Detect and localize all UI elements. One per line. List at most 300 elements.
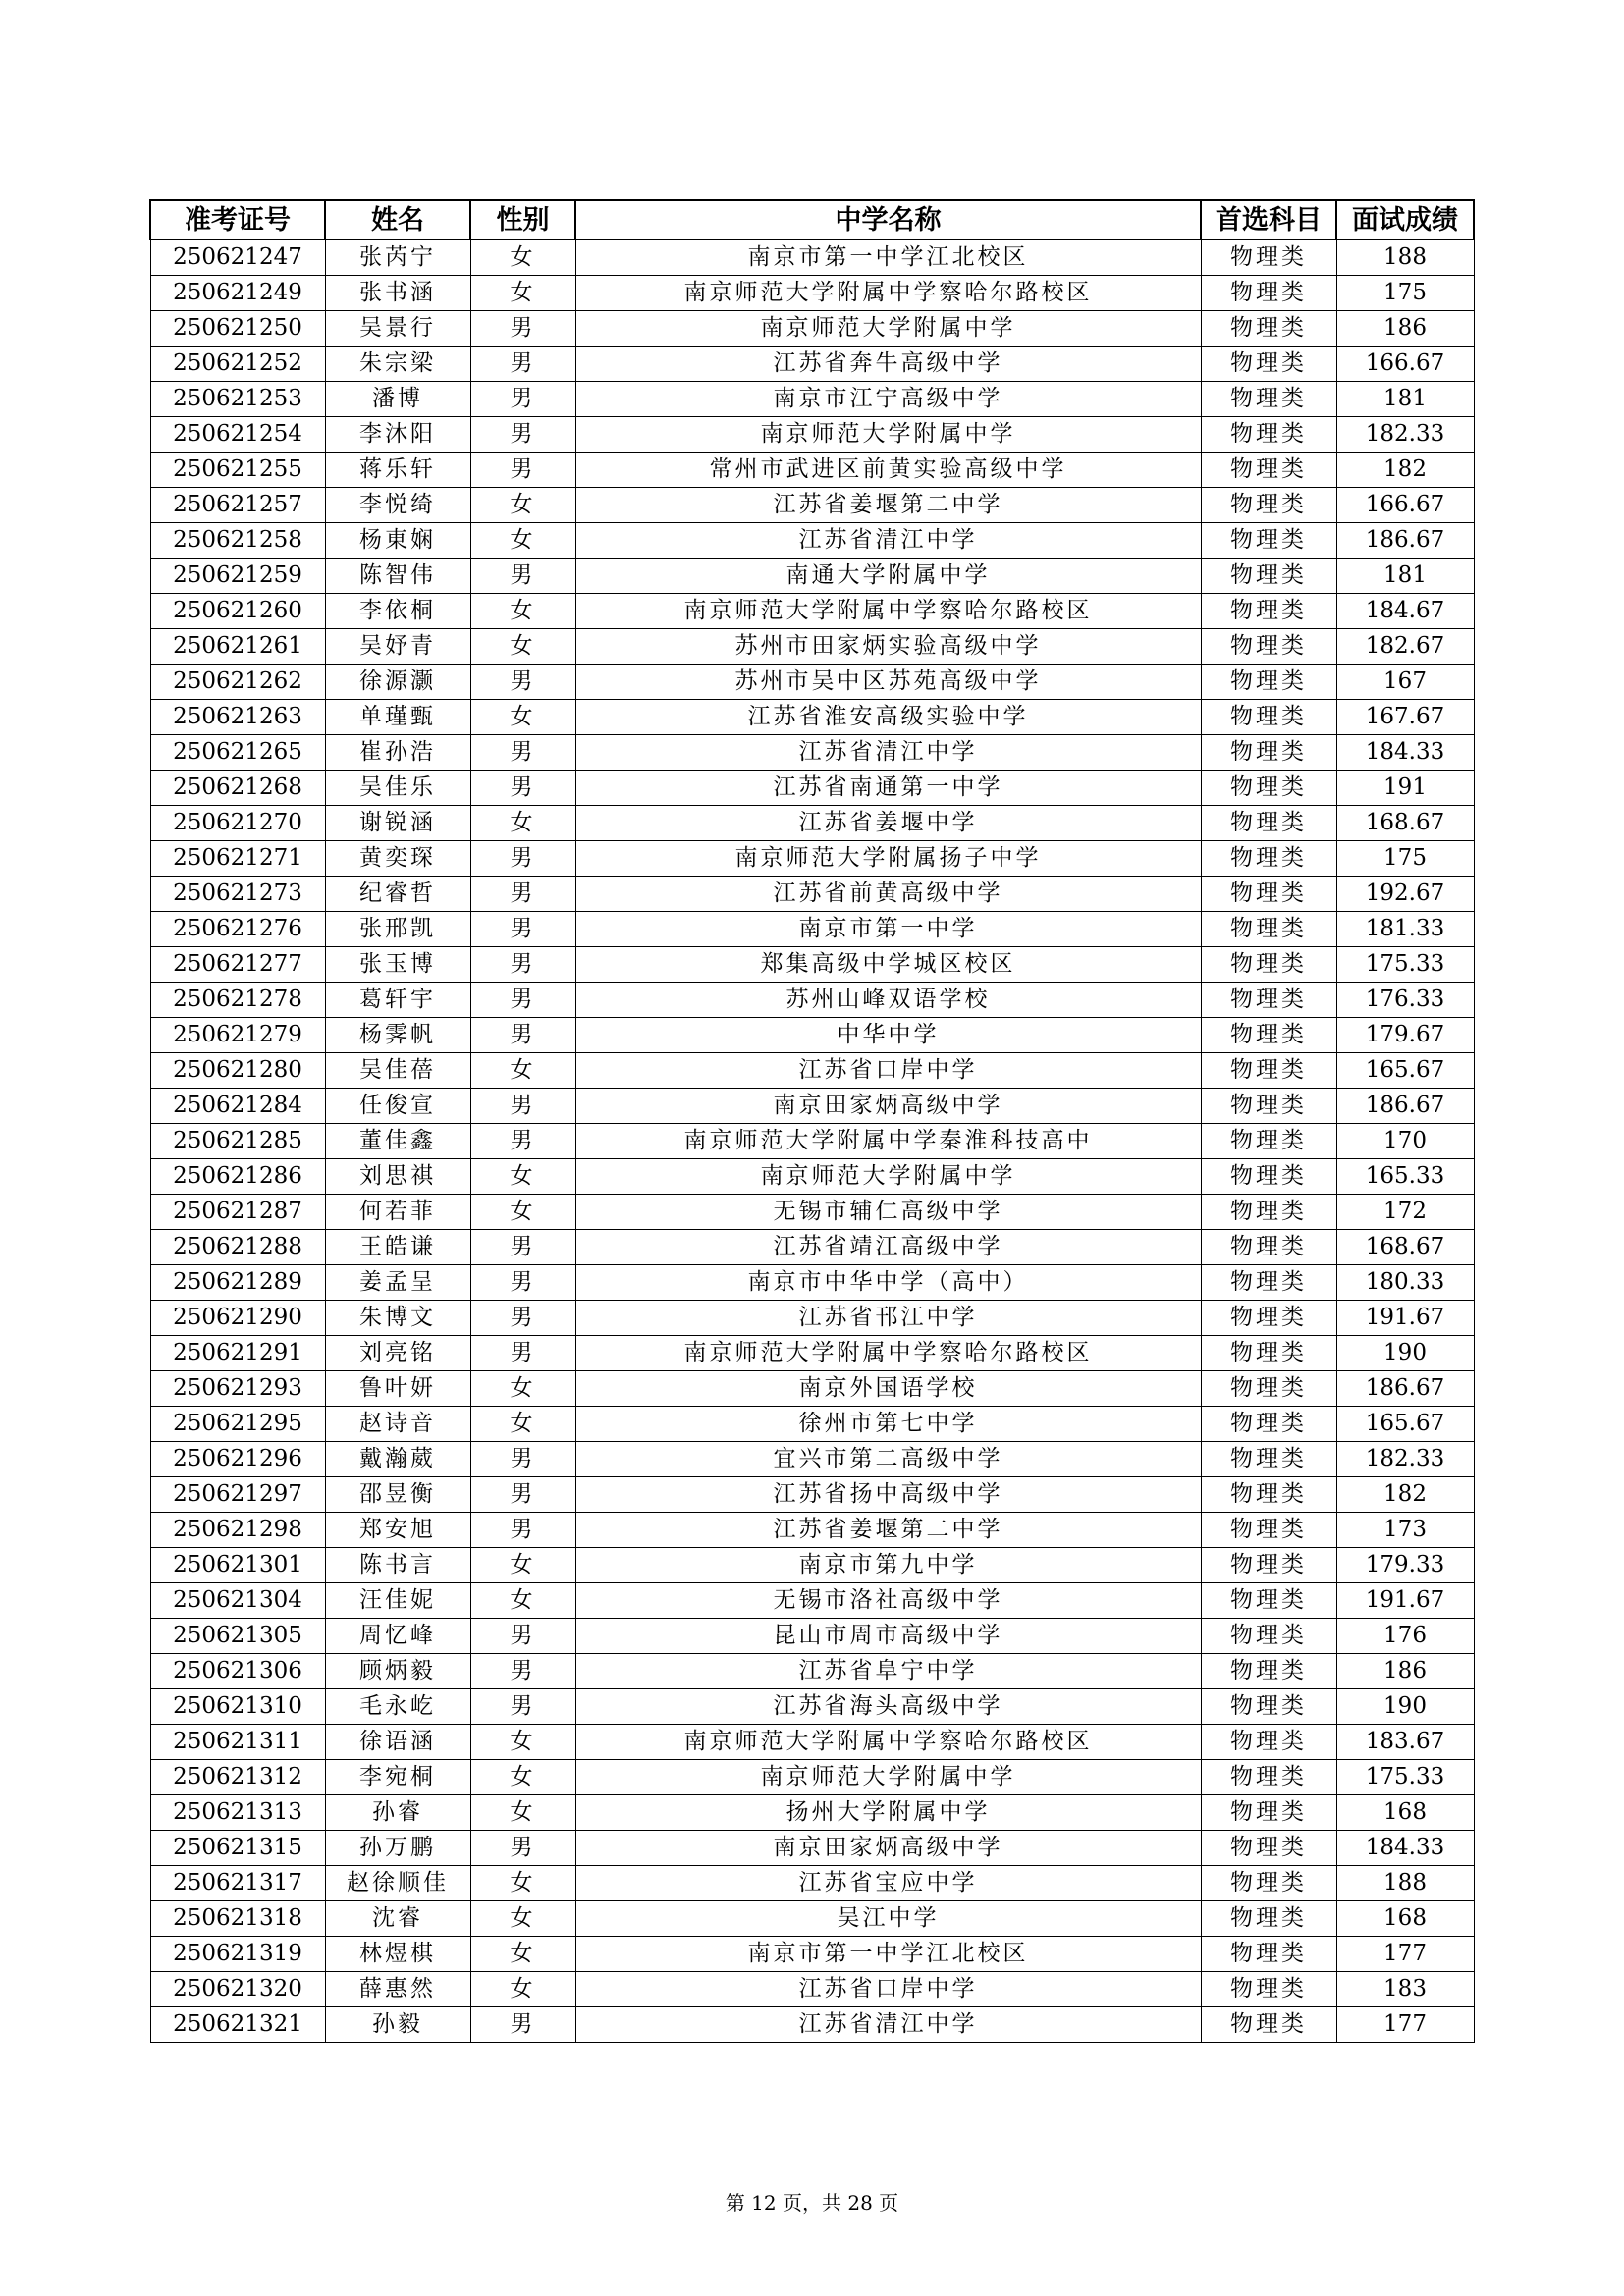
exam-id-cell: 250621286 (150, 1159, 325, 1195)
subject-cell: 物理类 (1201, 1725, 1336, 1760)
gender-cell: 男 (470, 983, 575, 1018)
school-cell: 江苏省口岸中学 (575, 1972, 1201, 2007)
table-row (150, 1689, 1474, 1725)
score-cell: 166.67 (1336, 488, 1474, 523)
score-cell: 175 (1336, 276, 1474, 311)
name-cell: 吴妤青 (325, 629, 470, 665)
name-cell: 杨東娴 (325, 523, 470, 559)
school-cell: 江苏省宝应中学 (575, 1866, 1201, 1901)
name-cell: 张芮宁 (325, 240, 470, 276)
table-row (150, 1265, 1474, 1301)
table-row (150, 1619, 1474, 1654)
score-cell: 168.67 (1336, 1230, 1474, 1265)
name-cell: 陈智伟 (325, 559, 470, 594)
school-cell: 吴江中学 (575, 1901, 1201, 1937)
score-cell: 190 (1336, 1336, 1474, 1371)
name-cell: 赵诗音 (325, 1407, 470, 1442)
name-cell: 董佳鑫 (325, 1124, 470, 1159)
exam-id-cell: 250621319 (150, 1937, 325, 1972)
subject-cell: 物理类 (1201, 1513, 1336, 1548)
exam-id-cell: 250621259 (150, 559, 325, 594)
exam-id-cell: 250621276 (150, 912, 325, 947)
gender-cell: 女 (470, 1972, 575, 2007)
school-cell: 郑集高级中学城区校区 (575, 947, 1201, 983)
subject-cell: 物理类 (1201, 488, 1336, 523)
table-row (150, 1053, 1474, 1089)
score-cell: 170 (1336, 1124, 1474, 1159)
name-cell: 徐源灏 (325, 665, 470, 700)
table-row (150, 700, 1474, 735)
table-row (150, 735, 1474, 771)
exam-id-cell: 250621310 (150, 1689, 325, 1725)
header-score: 面试成绩 (1336, 200, 1474, 240)
gender-cell: 女 (470, 1725, 575, 1760)
gender-cell: 男 (470, 311, 575, 347)
subject-cell: 物理类 (1201, 629, 1336, 665)
name-cell: 周忆峰 (325, 1619, 470, 1654)
exam-id-cell: 250621263 (150, 700, 325, 735)
name-cell: 孙万鹏 (325, 1831, 470, 1866)
name-cell: 黄奕琛 (325, 841, 470, 877)
score-cell: 167 (1336, 665, 1474, 700)
table-row (150, 1831, 1474, 1866)
score-cell: 168.67 (1336, 806, 1474, 841)
name-cell: 刘亮铭 (325, 1336, 470, 1371)
subject-cell: 物理类 (1201, 665, 1336, 700)
score-cell: 190 (1336, 1689, 1474, 1725)
subject-cell: 物理类 (1201, 1407, 1336, 1442)
table-row (150, 1901, 1474, 1937)
exam-id-cell: 250621265 (150, 735, 325, 771)
exam-id-cell: 250621288 (150, 1230, 325, 1265)
score-cell: 186 (1336, 311, 1474, 347)
table-row (150, 947, 1474, 983)
exam-id-cell: 250621318 (150, 1901, 325, 1937)
exam-id-cell: 250621270 (150, 806, 325, 841)
exam-id-cell: 250621287 (150, 1195, 325, 1230)
gender-cell: 男 (470, 1336, 575, 1371)
exam-id-cell: 250621293 (150, 1371, 325, 1407)
gender-cell: 男 (470, 347, 575, 382)
gender-cell: 女 (470, 1371, 575, 1407)
name-cell: 林煜棋 (325, 1937, 470, 1972)
table-row (150, 382, 1474, 417)
gender-cell: 女 (470, 1901, 575, 1937)
table-row (150, 1513, 1474, 1548)
score-cell: 191 (1336, 771, 1474, 806)
header-school: 中学名称 (575, 200, 1201, 240)
name-cell: 薛惠然 (325, 1972, 470, 2007)
score-cell: 192.67 (1336, 877, 1474, 912)
table-row (150, 1336, 1474, 1371)
exam-id-cell: 250621280 (150, 1053, 325, 1089)
score-cell: 182 (1336, 453, 1474, 488)
exam-id-cell: 250621296 (150, 1442, 325, 1477)
table-header (150, 200, 1474, 240)
school-cell: 江苏省清江中学 (575, 735, 1201, 771)
table-row (150, 1795, 1474, 1831)
score-cell: 184.67 (1336, 594, 1474, 629)
score-cell: 184.33 (1336, 1831, 1474, 1866)
school-cell: 江苏省清江中学 (575, 523, 1201, 559)
gender-cell: 男 (470, 1513, 575, 1548)
score-cell: 168 (1336, 1795, 1474, 1831)
score-cell: 182 (1336, 1477, 1474, 1513)
exam-id-cell: 250621249 (150, 276, 325, 311)
table-row (150, 806, 1474, 841)
gender-cell: 女 (470, 1548, 575, 1583)
score-cell: 165.33 (1336, 1159, 1474, 1195)
subject-cell: 物理类 (1201, 1972, 1336, 2007)
exam-id-cell: 250621268 (150, 771, 325, 806)
subject-cell: 物理类 (1201, 735, 1336, 771)
gender-cell: 男 (470, 1477, 575, 1513)
name-cell: 吴景行 (325, 311, 470, 347)
school-cell: 南京市第一中学江北校区 (575, 240, 1201, 276)
school-cell: 南京田家炳高级中学 (575, 1831, 1201, 1866)
name-cell: 汪佳妮 (325, 1583, 470, 1619)
header-gender: 性别 (470, 200, 575, 240)
gender-cell: 男 (470, 1124, 575, 1159)
school-cell: 江苏省前黄高级中学 (575, 877, 1201, 912)
table-row (150, 1866, 1474, 1901)
school-cell: 江苏省姜堰中学 (575, 806, 1201, 841)
school-cell: 南京师范大学附属中学 (575, 1159, 1201, 1195)
exam-id-cell: 250621291 (150, 1336, 325, 1371)
name-cell: 孙毅 (325, 2007, 470, 2043)
name-cell: 沈睿 (325, 1901, 470, 1937)
school-cell: 苏州市田家炳实验高级中学 (575, 629, 1201, 665)
subject-cell: 物理类 (1201, 240, 1336, 276)
subject-cell: 物理类 (1201, 1548, 1336, 1583)
exam-id-cell: 250621298 (150, 1513, 325, 1548)
subject-cell: 物理类 (1201, 1301, 1336, 1336)
subject-cell: 物理类 (1201, 1018, 1336, 1053)
name-cell: 张玉博 (325, 947, 470, 983)
gender-cell: 女 (470, 1866, 575, 1901)
school-cell: 江苏省阜宁中学 (575, 1654, 1201, 1689)
gender-cell: 男 (470, 382, 575, 417)
gender-cell: 女 (470, 276, 575, 311)
exam-id-cell: 250621312 (150, 1760, 325, 1795)
subject-cell: 物理类 (1201, 1619, 1336, 1654)
gender-cell: 女 (470, 1583, 575, 1619)
score-cell: 188 (1336, 1866, 1474, 1901)
subject-cell: 物理类 (1201, 1336, 1336, 1371)
subject-cell: 物理类 (1201, 1654, 1336, 1689)
subject-cell: 物理类 (1201, 276, 1336, 311)
subject-cell: 物理类 (1201, 1124, 1336, 1159)
school-cell: 江苏省奔牛高级中学 (575, 347, 1201, 382)
table-row (150, 1195, 1474, 1230)
gender-cell: 女 (470, 240, 575, 276)
score-cell: 183.67 (1336, 1725, 1474, 1760)
score-cell: 176.33 (1336, 983, 1474, 1018)
table-row (150, 347, 1474, 382)
score-cell: 181.33 (1336, 912, 1474, 947)
name-cell: 谢锐涵 (325, 806, 470, 841)
school-cell: 苏州山峰双语学校 (575, 983, 1201, 1018)
name-cell: 吴佳蓓 (325, 1053, 470, 1089)
table-row (150, 983, 1474, 1018)
gender-cell: 男 (470, 559, 575, 594)
score-cell: 186.67 (1336, 523, 1474, 559)
subject-cell: 物理类 (1201, 523, 1336, 559)
subject-cell: 物理类 (1201, 1195, 1336, 1230)
gender-cell: 女 (470, 1407, 575, 1442)
header-subject: 首选科目 (1201, 200, 1336, 240)
subject-cell: 物理类 (1201, 1159, 1336, 1195)
subject-cell: 物理类 (1201, 311, 1336, 347)
table-row (150, 1089, 1474, 1124)
name-cell: 邵昱衡 (325, 1477, 470, 1513)
table-row (150, 488, 1474, 523)
name-cell: 吴佳乐 (325, 771, 470, 806)
subject-cell: 物理类 (1201, 1089, 1336, 1124)
subject-cell: 物理类 (1201, 1760, 1336, 1795)
score-cell: 172 (1336, 1195, 1474, 1230)
subject-cell: 物理类 (1201, 347, 1336, 382)
table-row (150, 1654, 1474, 1689)
gender-cell: 女 (470, 806, 575, 841)
name-cell: 徐语涵 (325, 1725, 470, 1760)
school-cell: 江苏省淮安高级实验中学 (575, 700, 1201, 735)
table-row (150, 841, 1474, 877)
gender-cell: 男 (470, 735, 575, 771)
score-cell: 186.67 (1336, 1089, 1474, 1124)
exam-id-cell: 250621304 (150, 1583, 325, 1619)
score-cell: 186 (1336, 1654, 1474, 1689)
score-cell: 166.67 (1336, 347, 1474, 382)
table-row (150, 276, 1474, 311)
exam-id-cell: 250621273 (150, 877, 325, 912)
school-cell: 南京市第一中学江北校区 (575, 1937, 1201, 1972)
gender-cell: 女 (470, 1053, 575, 1089)
table-row (150, 1548, 1474, 1583)
gender-cell: 女 (470, 1937, 575, 1972)
exam-id-cell: 250621260 (150, 594, 325, 629)
school-cell: 南京师范大学附属中学 (575, 311, 1201, 347)
subject-cell: 物理类 (1201, 1442, 1336, 1477)
name-cell: 蒋乐轩 (325, 453, 470, 488)
name-cell: 崔孙浩 (325, 735, 470, 771)
school-cell: 徐州市第七中学 (575, 1407, 1201, 1442)
school-cell: 扬州大学附属中学 (575, 1795, 1201, 1831)
score-cell: 181 (1336, 559, 1474, 594)
header-exam-id: 准考证号 (150, 200, 325, 240)
gender-cell: 男 (470, 912, 575, 947)
school-cell: 南京田家炳高级中学 (575, 1089, 1201, 1124)
score-cell: 191.67 (1336, 1301, 1474, 1336)
name-cell: 戴瀚葳 (325, 1442, 470, 1477)
name-cell: 杨霁帆 (325, 1018, 470, 1053)
exam-id-cell: 250621257 (150, 488, 325, 523)
header-row (150, 200, 1474, 240)
name-cell: 李宛桐 (325, 1760, 470, 1795)
subject-cell: 物理类 (1201, 1583, 1336, 1619)
score-cell: 173 (1336, 1513, 1474, 1548)
score-cell: 191.67 (1336, 1583, 1474, 1619)
school-cell: 江苏省南通第一中学 (575, 771, 1201, 806)
gender-cell: 男 (470, 1265, 575, 1301)
table-row (150, 1407, 1474, 1442)
name-cell: 毛永屹 (325, 1689, 470, 1725)
score-cell: 175 (1336, 841, 1474, 877)
gender-cell: 男 (470, 1301, 575, 1336)
gender-cell: 男 (470, 1654, 575, 1689)
subject-cell: 物理类 (1201, 2007, 1336, 2043)
school-cell: 南京师范大学附属中学察哈尔路校区 (575, 1336, 1201, 1371)
name-cell: 赵徐顺佳 (325, 1866, 470, 1901)
table-row (150, 1937, 1474, 1972)
score-cell: 179.67 (1336, 1018, 1474, 1053)
gender-cell: 男 (470, 841, 575, 877)
name-cell: 顾炳毅 (325, 1654, 470, 1689)
gender-cell: 男 (470, 665, 575, 700)
score-cell: 177 (1336, 1937, 1474, 1972)
name-cell: 潘博 (325, 382, 470, 417)
name-cell: 陈书言 (325, 1548, 470, 1583)
score-cell: 175.33 (1336, 1760, 1474, 1795)
gender-cell: 女 (470, 488, 575, 523)
exam-id-cell: 250621271 (150, 841, 325, 877)
score-cell: 182.33 (1336, 1442, 1474, 1477)
table-row (150, 2007, 1474, 2043)
exam-id-cell: 250621284 (150, 1089, 325, 1124)
name-cell: 单瑾甄 (325, 700, 470, 735)
score-cell: 176 (1336, 1619, 1474, 1654)
header-name: 姓名 (325, 200, 470, 240)
exam-id-cell: 250621290 (150, 1301, 325, 1336)
subject-cell: 物理类 (1201, 417, 1336, 453)
table-row (150, 1442, 1474, 1477)
name-cell: 李沐阳 (325, 417, 470, 453)
subject-cell: 物理类 (1201, 382, 1336, 417)
table-row (150, 240, 1474, 276)
gender-cell: 男 (470, 1689, 575, 1725)
subject-cell: 物理类 (1201, 983, 1336, 1018)
subject-cell: 物理类 (1201, 1053, 1336, 1089)
table-row (150, 1972, 1474, 2007)
school-cell: 南京外国语学校 (575, 1371, 1201, 1407)
subject-cell: 物理类 (1201, 594, 1336, 629)
school-cell: 南京市第九中学 (575, 1548, 1201, 1583)
table-row (150, 1583, 1474, 1619)
exam-id-cell: 250621253 (150, 382, 325, 417)
school-cell: 南京市第一中学 (575, 912, 1201, 947)
score-cell: 177 (1336, 2007, 1474, 2043)
exam-id-cell: 250621262 (150, 665, 325, 700)
table-row (150, 453, 1474, 488)
name-cell: 葛轩宇 (325, 983, 470, 1018)
exam-id-cell: 250621320 (150, 1972, 325, 2007)
school-cell: 南京师范大学附属中学秦淮科技高中 (575, 1124, 1201, 1159)
subject-cell: 物理类 (1201, 1477, 1336, 1513)
gender-cell: 男 (470, 877, 575, 912)
exam-id-cell: 250621258 (150, 523, 325, 559)
score-cell: 181 (1336, 382, 1474, 417)
name-cell: 纪睿哲 (325, 877, 470, 912)
subject-cell: 物理类 (1201, 771, 1336, 806)
score-cell: 180.33 (1336, 1265, 1474, 1301)
school-cell: 南京市江宁高级中学 (575, 382, 1201, 417)
gender-cell: 男 (470, 947, 575, 983)
admission-score-table (149, 199, 1475, 2043)
subject-cell: 物理类 (1201, 1265, 1336, 1301)
subject-cell: 物理类 (1201, 1795, 1336, 1831)
exam-id-cell: 250621313 (150, 1795, 325, 1831)
gender-cell: 女 (470, 1760, 575, 1795)
table-row (150, 771, 1474, 806)
subject-cell: 物理类 (1201, 1901, 1336, 1937)
exam-id-cell: 250621278 (150, 983, 325, 1018)
gender-cell: 女 (470, 1795, 575, 1831)
exam-id-cell: 250621255 (150, 453, 325, 488)
school-cell: 江苏省姜堰第二中学 (575, 488, 1201, 523)
subject-cell: 物理类 (1201, 1689, 1336, 1725)
exam-id-cell: 250621277 (150, 947, 325, 983)
exam-id-cell: 250621247 (150, 240, 325, 276)
score-cell: 167.67 (1336, 700, 1474, 735)
table-row (150, 877, 1474, 912)
school-cell: 江苏省靖江高级中学 (575, 1230, 1201, 1265)
table-row (150, 1018, 1474, 1053)
score-cell: 165.67 (1336, 1053, 1474, 1089)
exam-id-cell: 250621297 (150, 1477, 325, 1513)
table-row (150, 629, 1474, 665)
gender-cell: 男 (470, 1089, 575, 1124)
subject-cell: 物理类 (1201, 1937, 1336, 1972)
gender-cell: 男 (470, 1442, 575, 1477)
name-cell: 李依桐 (325, 594, 470, 629)
table-row (150, 665, 1474, 700)
gender-cell: 男 (470, 1018, 575, 1053)
table-row (150, 311, 1474, 347)
gender-cell: 女 (470, 700, 575, 735)
gender-cell: 男 (470, 1619, 575, 1654)
school-cell: 昆山市周市高级中学 (575, 1619, 1201, 1654)
name-cell: 鲁叶妍 (325, 1371, 470, 1407)
table-row (150, 1760, 1474, 1795)
exam-id-cell: 250621305 (150, 1619, 325, 1654)
school-cell: 无锡市洛社高级中学 (575, 1583, 1201, 1619)
subject-cell: 物理类 (1201, 1866, 1336, 1901)
name-cell: 王皓谦 (325, 1230, 470, 1265)
school-cell: 南京市中华中学（高中） (575, 1265, 1201, 1301)
exam-id-cell: 250621252 (150, 347, 325, 382)
exam-id-cell: 250621311 (150, 1725, 325, 1760)
table-row (150, 559, 1474, 594)
school-cell: 苏州市吴中区苏苑高级中学 (575, 665, 1201, 700)
score-cell: 182.33 (1336, 417, 1474, 453)
gender-cell: 女 (470, 523, 575, 559)
school-cell: 南京师范大学附属中学察哈尔路校区 (575, 594, 1201, 629)
name-cell: 朱宗梁 (325, 347, 470, 382)
exam-id-cell: 250621295 (150, 1407, 325, 1442)
subject-cell: 物理类 (1201, 806, 1336, 841)
name-cell: 张邢凯 (325, 912, 470, 947)
exam-id-cell: 250621250 (150, 311, 325, 347)
name-cell: 朱博文 (325, 1301, 470, 1336)
table-row (150, 594, 1474, 629)
table-row (150, 523, 1474, 559)
gender-cell: 男 (470, 417, 575, 453)
table-body (150, 240, 1474, 2043)
exam-id-cell: 250621306 (150, 1654, 325, 1689)
score-cell: 184.33 (1336, 735, 1474, 771)
score-cell: 165.67 (1336, 1407, 1474, 1442)
name-cell: 孙睿 (325, 1795, 470, 1831)
